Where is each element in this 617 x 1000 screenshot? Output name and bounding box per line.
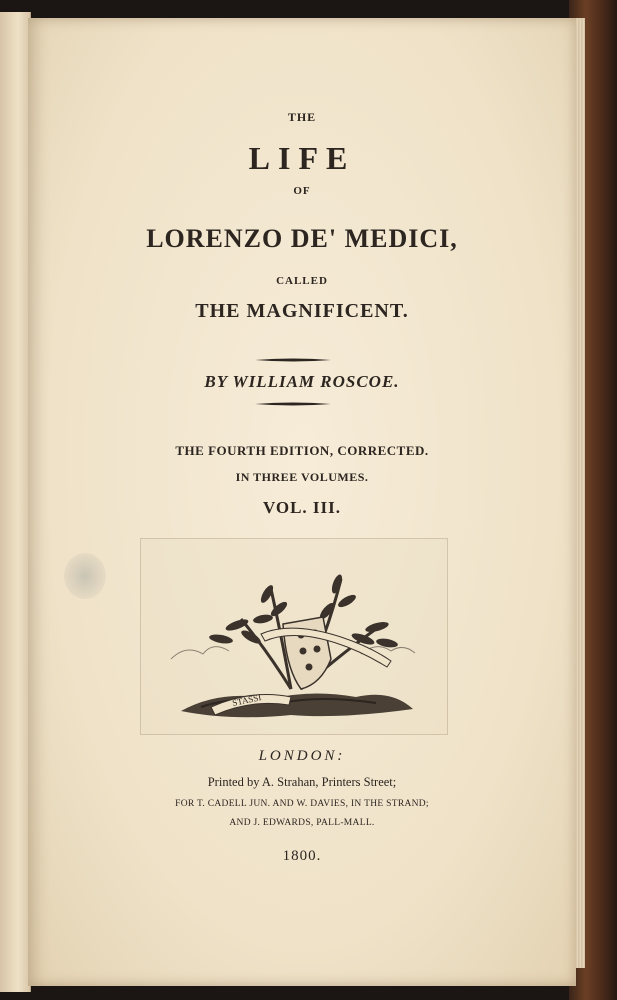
imprint-year: 1800. (282, 848, 322, 864)
imprint-printer: Printed by A. Strahan, Printers Street; (207, 775, 397, 789)
ornamental-rule-bottom (255, 402, 331, 406)
title-subject: LORENZO DE' MEDICI, (146, 224, 458, 253)
title-epithet: THE MAGNIFICENT. (195, 300, 409, 322)
ribbon-motto: STASSI (231, 692, 263, 708)
imprint-publishers-1: FOR T. CADELL JUN. AND W. DAVIES, IN THE STRAND; (175, 799, 429, 809)
title-page (28, 18, 576, 986)
foxing-stain (64, 553, 106, 599)
author-line: BY WILLIAM ROSCOE. (204, 372, 400, 391)
imprint-publishers-2: AND J. EDWARDS, PALL-MALL. (229, 818, 375, 828)
edition-line: THE FOURTH EDITION, CORRECTED. (175, 443, 429, 458)
volumes-line: IN THREE VOLUMES. (235, 470, 369, 484)
volume-number: VOL. III. (262, 498, 342, 517)
title-article: THE (287, 110, 317, 124)
left-facing-page (0, 12, 31, 992)
engraved-vignette (140, 538, 448, 735)
imprint-city: LONDON: (258, 748, 346, 764)
title-main: LIFE (248, 140, 356, 176)
ornamental-rule-top (255, 358, 331, 362)
title-of: OF (293, 185, 311, 197)
title-called: CALLED (276, 275, 328, 287)
laurel-shield-engraving (141, 539, 447, 734)
